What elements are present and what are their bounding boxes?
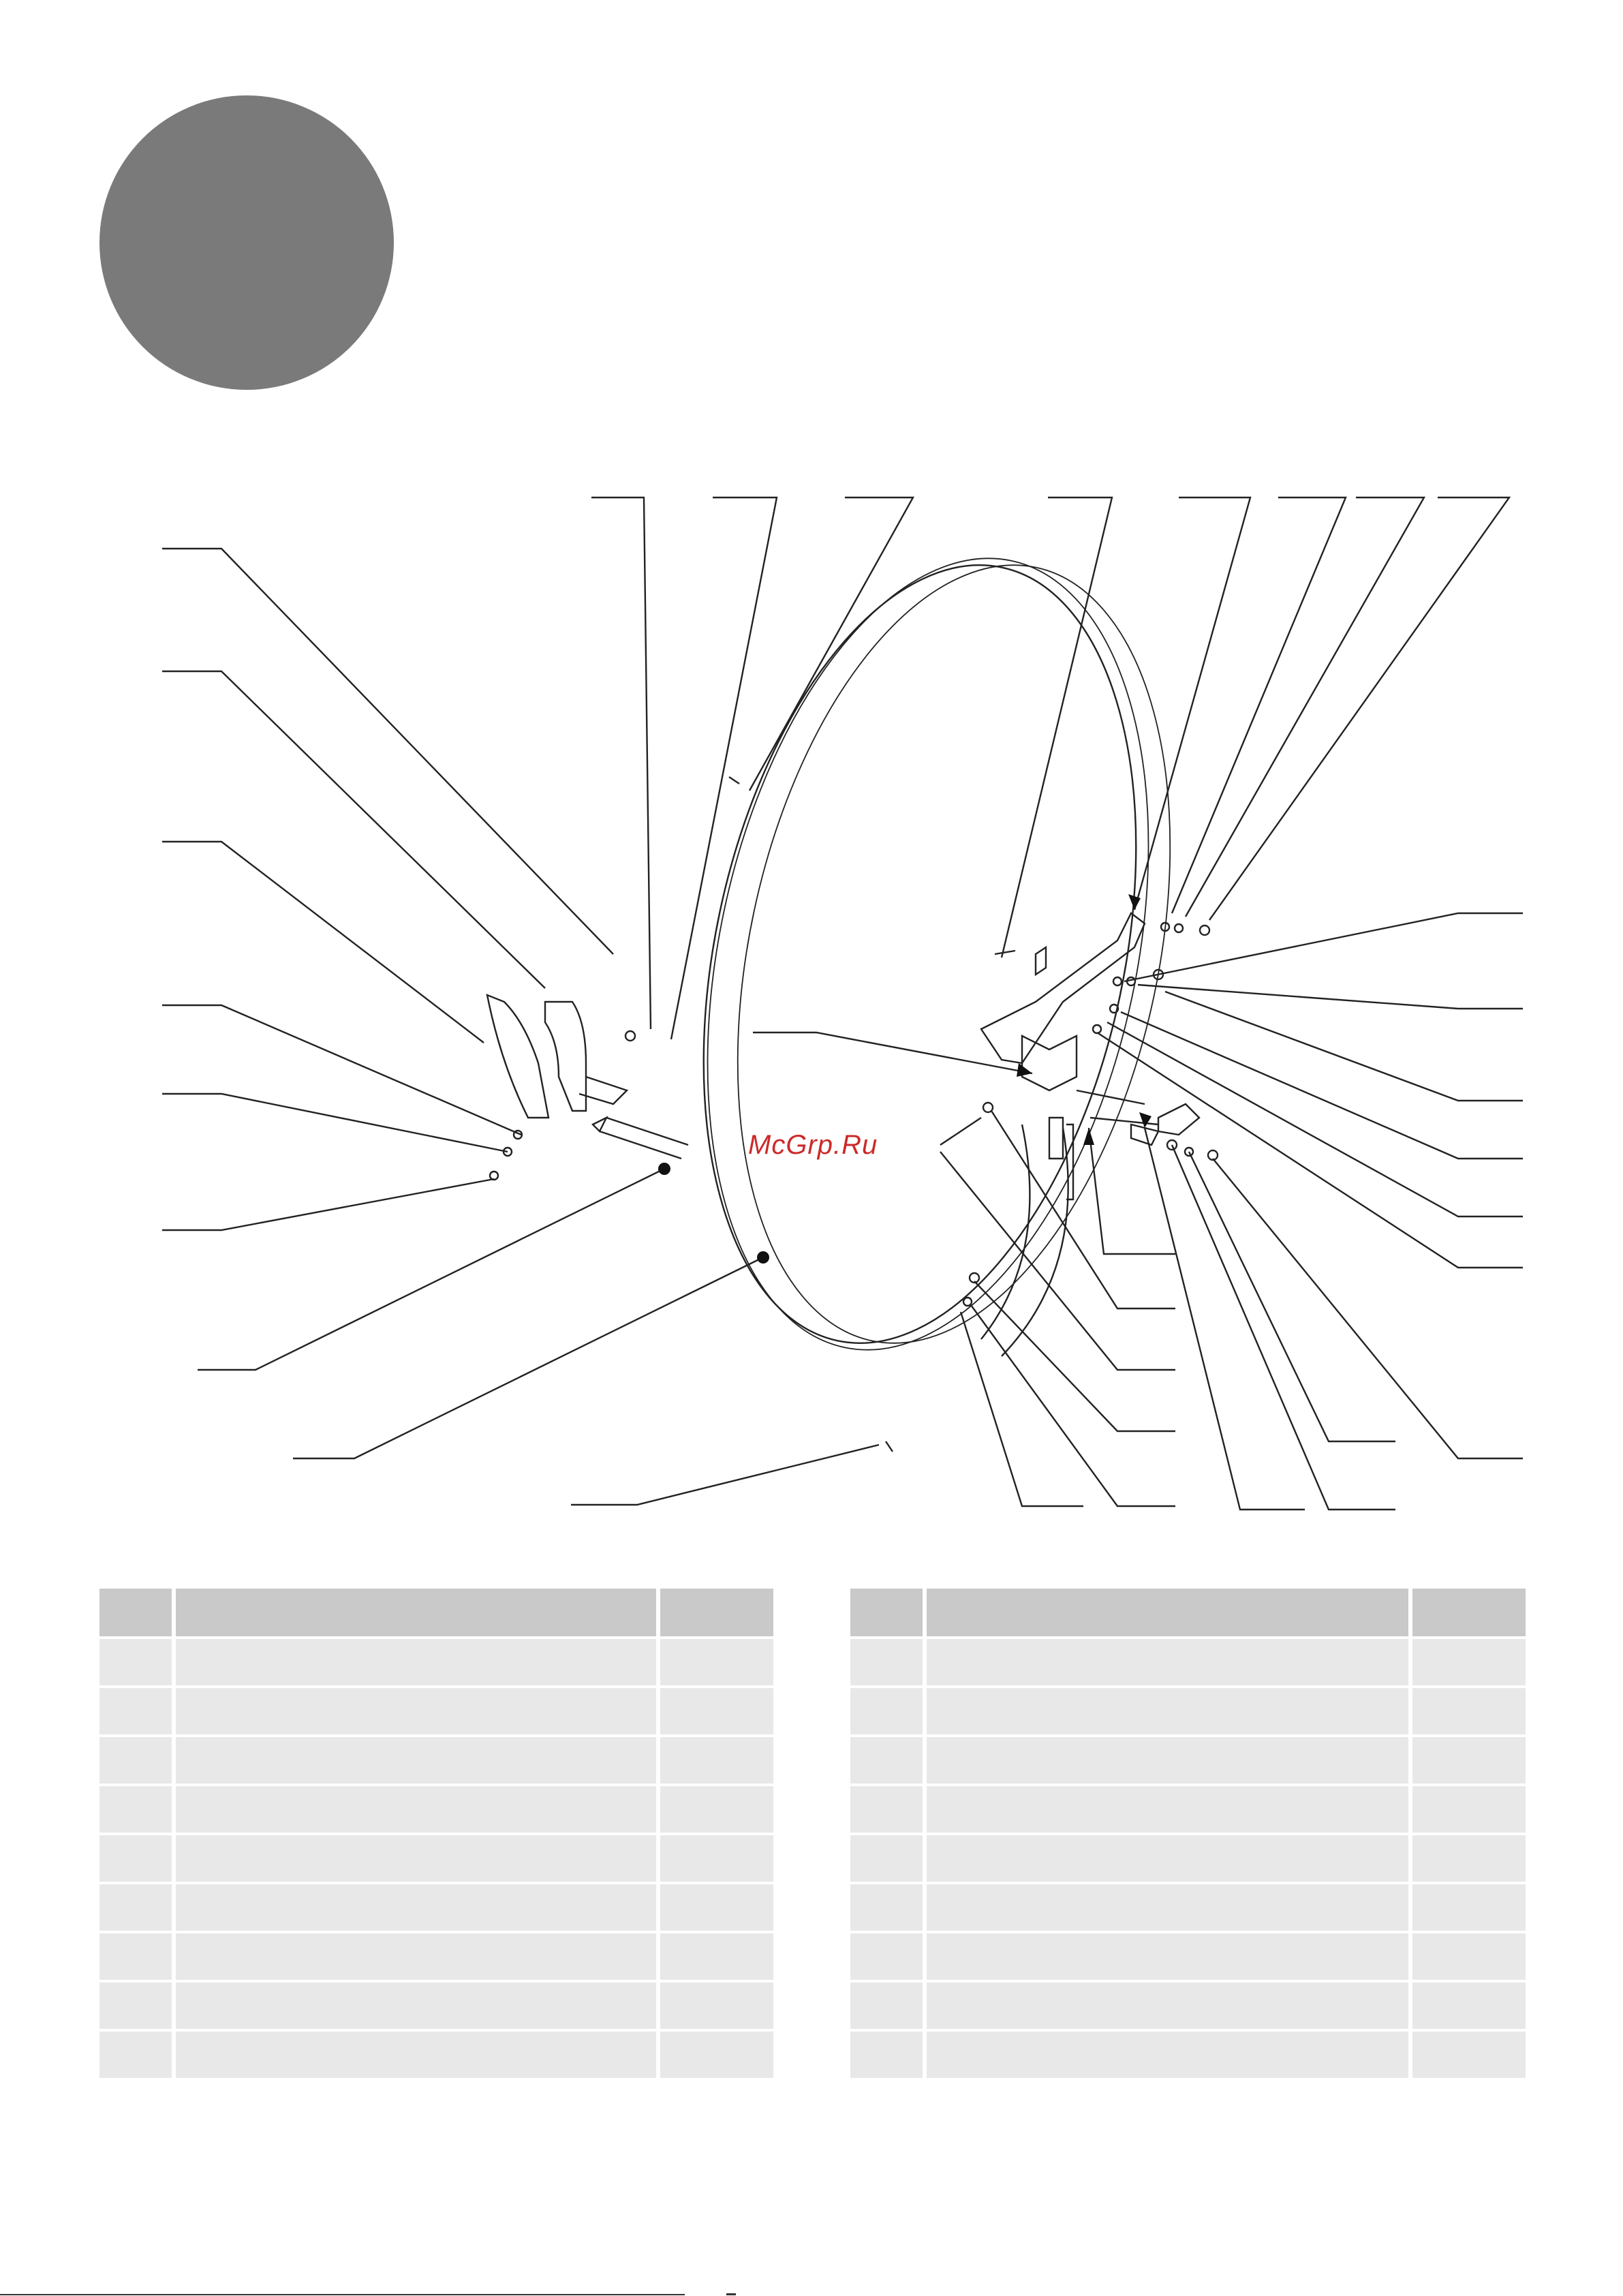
lnb-holder-bracket (487, 995, 627, 1118)
cell-quantity (660, 1688, 773, 1734)
table-row (850, 1983, 1526, 2029)
cell-description (927, 1639, 1412, 1685)
cell-quantity (660, 1933, 773, 1980)
cell-number (850, 1737, 927, 1784)
leader-lines (162, 498, 1523, 1510)
cell-number (99, 1688, 176, 1734)
cell-description (176, 1639, 660, 1685)
table-row (850, 1835, 1526, 1882)
cell-description (176, 1835, 660, 1882)
cell-quantity (1412, 2032, 1526, 2078)
cell-description (927, 1786, 1412, 1833)
table-row (850, 1786, 1526, 1833)
header-number (99, 1589, 176, 1636)
cell-description (176, 1983, 660, 2029)
watermark: McGrp.Ru (748, 1130, 878, 1160)
cell-quantity (1412, 1786, 1526, 1833)
cell-number (850, 1786, 927, 1833)
cell-number (850, 1983, 927, 2029)
cell-quantity (660, 2032, 773, 2078)
footer-page-marker (726, 2293, 736, 2295)
table-row (99, 2032, 773, 2078)
cell-description (176, 1933, 660, 1980)
cell-description (176, 1688, 660, 1734)
header-number (850, 1589, 927, 1636)
cell-quantity (660, 1884, 773, 1931)
table-row (850, 1688, 1526, 1734)
cell-quantity (660, 1786, 773, 1833)
cell-quantity (1412, 1933, 1526, 1980)
cell-number (850, 1884, 927, 1931)
parts-table-left (99, 1586, 773, 2081)
parts-table-right (850, 1586, 1526, 2081)
clamp-right (1131, 1104, 1199, 1145)
table-row (99, 1786, 773, 1833)
cell-number (850, 1933, 927, 1980)
cell-number (99, 1786, 176, 1833)
table-header-row (99, 1589, 773, 1636)
cell-number (99, 2032, 176, 2078)
cell-number (99, 1983, 176, 2029)
table-row (850, 2032, 1526, 2078)
header-description (927, 1589, 1412, 1636)
header-quantity (1412, 1589, 1526, 1636)
header-description (176, 1589, 660, 1636)
table-row (99, 1688, 773, 1734)
cell-description (176, 2032, 660, 2078)
cell-number (850, 1835, 927, 1882)
cell-description (176, 1884, 660, 1931)
fasteners (490, 777, 1218, 1452)
cell-number (99, 1835, 176, 1882)
cell-quantity (1412, 1737, 1526, 1784)
cell-quantity (660, 1835, 773, 1882)
cell-quantity (1412, 1688, 1526, 1734)
cell-quantity (660, 1737, 773, 1784)
table-row (99, 1835, 773, 1882)
cell-number (99, 1884, 176, 1931)
cell-quantity (1412, 1639, 1526, 1685)
dish-reflector (638, 517, 1236, 1390)
cell-number (99, 1639, 176, 1685)
table-row (850, 1639, 1526, 1685)
cell-description (927, 1933, 1412, 1980)
cell-quantity (1412, 1884, 1526, 1931)
table-row (850, 1933, 1526, 1980)
table-row (99, 1933, 773, 1980)
header-quantity (660, 1589, 773, 1636)
table-row (99, 1737, 773, 1784)
cell-description (927, 1737, 1412, 1784)
support-arm (981, 1118, 1073, 1356)
table-header-row (850, 1589, 1526, 1636)
table-row (99, 1884, 773, 1931)
cell-quantity (660, 1983, 773, 2029)
mount-bracket-right (981, 913, 1158, 1124)
cell-number (99, 1737, 176, 1784)
cell-description (927, 2032, 1412, 2078)
cell-number (850, 1639, 927, 1685)
table-row (99, 1639, 773, 1685)
table-row (850, 1737, 1526, 1784)
cell-description (927, 1884, 1412, 1931)
cell-number (850, 1688, 927, 1734)
leader-markers (658, 894, 1151, 1264)
table-row (99, 1983, 773, 2029)
cell-quantity (1412, 1835, 1526, 1882)
cell-quantity (1412, 1983, 1526, 2029)
cell-description (176, 1737, 660, 1784)
cell-description (927, 1983, 1412, 2029)
feed-arm-tube (593, 1118, 688, 1159)
footer-divider (0, 2294, 685, 2295)
cell-description (176, 1786, 660, 1833)
cell-description (927, 1835, 1412, 1882)
cell-quantity (660, 1639, 773, 1685)
cell-description (927, 1688, 1412, 1734)
cell-number (99, 1933, 176, 1980)
table-row (850, 1884, 1526, 1931)
cell-number (850, 2032, 927, 2078)
